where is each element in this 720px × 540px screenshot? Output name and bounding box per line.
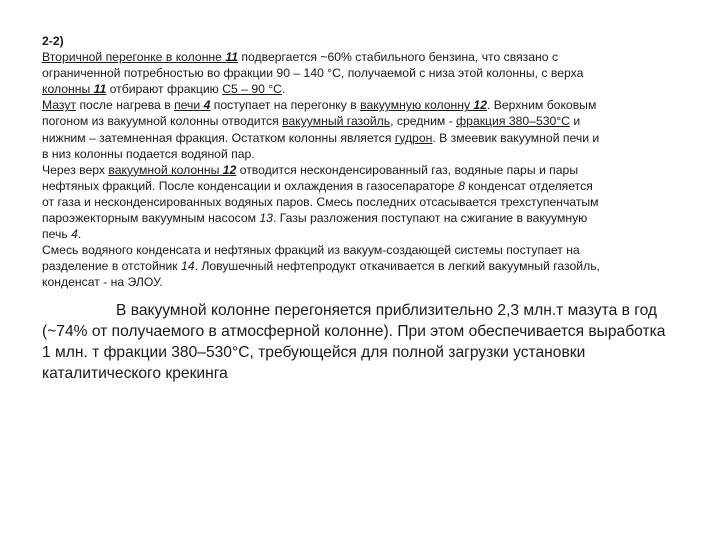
- paragraph-condensate-line-1: Смесь водяного конденсата и нефтяных фракций из вакуум-создающей системы поступает на: [42, 243, 580, 258]
- inline-text: Вторичной перегонке в колонне: [42, 50, 226, 65]
- inline-text: печь: [42, 227, 72, 242]
- paragraph-condensate-line-3: конденсат - на ЭЛОУ.: [42, 275, 163, 290]
- inline-text: разделение в отстойник: [42, 259, 182, 274]
- column-number: 11: [225, 50, 238, 65]
- term-furnace: печи: [174, 98, 204, 113]
- paragraph-overhead-line-4: [42, 210, 692, 226]
- inline-text: нижним – затемненная фракция. Остатком колонны является: [42, 130, 395, 145]
- inline-text: . Верхним боковым: [486, 98, 597, 113]
- paragraph-overhead-line-3: от газа и несконденсированных водяных паров. Смесь последних отсасывается трехступенчатым: [42, 194, 599, 209]
- term-tar: гудрон: [394, 130, 433, 145]
- column-number: 11: [93, 82, 107, 97]
- paragraph-mazut-line-3: [42, 130, 692, 146]
- fraction-name: С5 – 90 °С: [222, 82, 282, 97]
- inline-text: отбирают фракцию: [106, 82, 223, 97]
- paragraph-mazut-line-2: [42, 113, 692, 129]
- paragraph-overhead-line-2: [42, 178, 692, 194]
- paragraph-secondary-distillation-line-3: [42, 81, 692, 97]
- inline-text: , средним -: [390, 114, 457, 129]
- separator-number: 8: [458, 178, 465, 193]
- inline-text: .: [281, 82, 286, 97]
- inline-text: .: [77, 227, 82, 242]
- inline-text: . Ловушечный нефтепродукт откачивается в легкий вакуумный газойль,: [194, 259, 600, 274]
- summary-line-3: 1 млн. т фракции 380–530°С, требующейся для полной загрузки установки: [42, 344, 586, 361]
- term-fraction: фракция 380–530°С: [456, 114, 570, 129]
- inline-text: поступает на перегонку в: [210, 98, 361, 113]
- paragraph-mazut-line-1: [42, 97, 692, 113]
- column-number: 12: [473, 98, 487, 113]
- pump-number: 13: [259, 211, 273, 226]
- paragraph-overhead-line-1: [42, 162, 692, 178]
- inline-text: отводится несконденсированный газ, водяные пары и пары: [236, 162, 579, 177]
- settler-number: 14: [181, 259, 195, 274]
- paragraph-overhead-line-5: [42, 226, 692, 242]
- summary-line-4: каталитического крекинга: [42, 365, 228, 382]
- paragraph-secondary-distillation-line-2: ограниченной потребностью во фракции 90 – 140 °С, получаемой с низа этой колонны, с верха: [42, 66, 584, 81]
- paragraph-condensate-line-2: [42, 258, 692, 274]
- inline-text: пароэжекторным вакуумным насосом: [42, 211, 260, 226]
- summary-line-1: В вакуумной колонне перегоняется приблизительно 2,3 млн.т мазута в год: [116, 302, 657, 319]
- paragraph-secondary-distillation-line-1: [42, 49, 692, 65]
- term-vacuum-column: вакуумной колонны: [108, 162, 223, 177]
- term-vacuum-column: вакуумную колонну: [360, 98, 474, 113]
- summary-line-2: (~74% от получаемого в атмосферной колонне). При этом обеспечивается выработка: [42, 323, 666, 340]
- inline-text: после нагрева в: [76, 98, 175, 113]
- paragraph-mazut-line-4: в низ колонны подается водяной пар.: [42, 146, 255, 161]
- summary-text-block: [42, 300, 717, 384]
- inline-text: подвергается ~60% стабильного бензина, что связано с: [238, 50, 559, 65]
- section-heading: 2-2): [42, 34, 64, 48]
- term-mazut: Мазут: [42, 98, 77, 113]
- furnace-number: 4: [203, 98, 211, 113]
- column-number: 12: [222, 162, 237, 177]
- small-text-block: [42, 33, 692, 291]
- inline-text: колонны: [42, 82, 94, 97]
- furnace-number: 4: [71, 227, 78, 242]
- inline-text: . В змеевик вакуумной печи и: [432, 130, 600, 145]
- inline-text: и: [569, 114, 581, 129]
- inline-text: Через верх: [42, 162, 109, 177]
- inline-text: нефтяных фракций. После конденсации и охлаждения в газосепараторе: [42, 178, 459, 193]
- inline-text: погоном из вакуумной колонны отводится: [42, 114, 283, 129]
- term-vacuum-gasoil: вакуумный газойль: [282, 114, 391, 129]
- inline-text: конденсат отделяется: [464, 178, 593, 193]
- inline-text: . Газы разложения поступают на сжигание в вакуумную: [272, 211, 588, 226]
